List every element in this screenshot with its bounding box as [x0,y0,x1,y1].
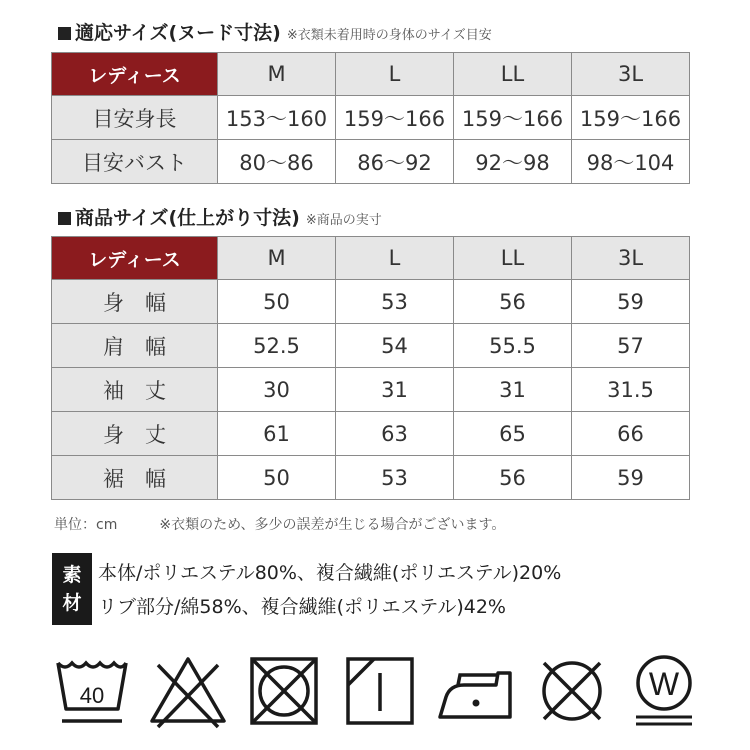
row-label-sleeve-length: 袖 丈 [52,368,218,412]
section2-note: ※商品の実寸 [305,213,382,228]
table-row [52,140,690,184]
table-cell: 57 [572,324,690,368]
table-cell: 53 [336,280,454,324]
size-header-l: L [336,53,454,96]
table-cell: 50 [218,280,336,324]
no-bleach-icon [148,651,228,731]
table-cell: 31 [454,368,572,412]
row-label-body-length: 身 丈 [52,412,218,456]
square-bullet-icon [58,212,71,225]
row-label-bust: 目安バスト [52,140,218,184]
table-cell: 55.5 [454,324,572,368]
material-badge [52,553,92,625]
drip-dry-shade-icon [340,651,420,731]
nude-size-table [51,52,690,184]
table-row [52,412,690,456]
table-cell: 52.5 [218,324,336,368]
unit-label: 単位：cm [54,517,118,533]
table-cell: 31 [336,368,454,412]
iron-low-icon [436,651,516,731]
material-badge-bottom: 材 [62,592,82,614]
size-header-ll: LL [454,237,572,280]
table-cell: 63 [336,412,454,456]
row-label-height: 目安身長 [52,96,218,140]
square-bullet-icon [58,27,71,40]
table-cell: 56 [454,456,572,500]
no-tumble-dry-icon [244,651,324,731]
row-label-hem-width: 裾 幅 [52,456,218,500]
table-cell: 80〜86 [218,140,336,184]
table-cell: 98〜104 [572,140,690,184]
section1-title [58,18,492,45]
disclaimer-text: ※衣類のため、多少の誤差が生じる場合がございます。 [159,517,506,533]
table-cell: 50 [218,456,336,500]
table-cell: 56 [454,280,572,324]
table-row [52,96,690,140]
table-cell: 159〜166 [454,96,572,140]
material-line-body: 本体/ポリエステル80%、複合繊維(ポリエステル)20% [98,562,562,584]
table-cell: 59 [572,456,690,500]
material-badge-top: 素 [62,564,82,586]
no-dry-clean-icon [532,651,612,731]
table-cell: 30 [218,368,336,412]
table-cell: 53 [336,456,454,500]
wet-clean-letter: W [648,666,680,702]
brand-label: レディース [52,237,218,280]
section1-title-text: 適応サイズ(ヌード寸法) [75,22,281,44]
wash-40-icon [52,651,132,731]
table-cell: 54 [336,324,454,368]
row-label-body-width: 身 幅 [52,280,218,324]
table-cell: 31.5 [572,368,690,412]
row-label-shoulder-width: 肩 幅 [52,324,218,368]
table-row [52,280,690,324]
table-row [52,368,690,412]
size-header-m: M [218,237,336,280]
table-cell: 61 [218,412,336,456]
table-cell: 65 [454,412,572,456]
table-cell: 86〜92 [336,140,454,184]
table-cell: 59 [572,280,690,324]
size-header-ll: LL [454,53,572,96]
section2-title [58,203,382,230]
table-cell: 159〜166 [572,96,690,140]
section2-title-text: 商品サイズ(仕上がり寸法) [75,207,300,229]
product-size-table [51,236,690,500]
material-line-rib: リブ部分/綿58%、複合繊維(ポリエステル)42% [98,596,506,618]
table-row [52,456,690,500]
table-cell: 92〜98 [454,140,572,184]
size-header-l: L [336,237,454,280]
care-label-row [52,651,702,731]
unit-note [54,514,505,534]
size-header-3l: 3L [572,237,690,280]
brand-label: レディース [52,53,218,96]
table-cell: 159〜166 [336,96,454,140]
wet-clean-gentle-icon [624,651,704,731]
section1-note: ※衣類未着用時の身体のサイズ目安 [286,28,492,43]
size-header-m: M [218,53,336,96]
table-row [52,324,690,368]
table-cell: 66 [572,412,690,456]
wash-temperature: 40 [79,683,105,708]
table-cell: 153〜160 [218,96,336,140]
size-header-3l: 3L [572,53,690,96]
